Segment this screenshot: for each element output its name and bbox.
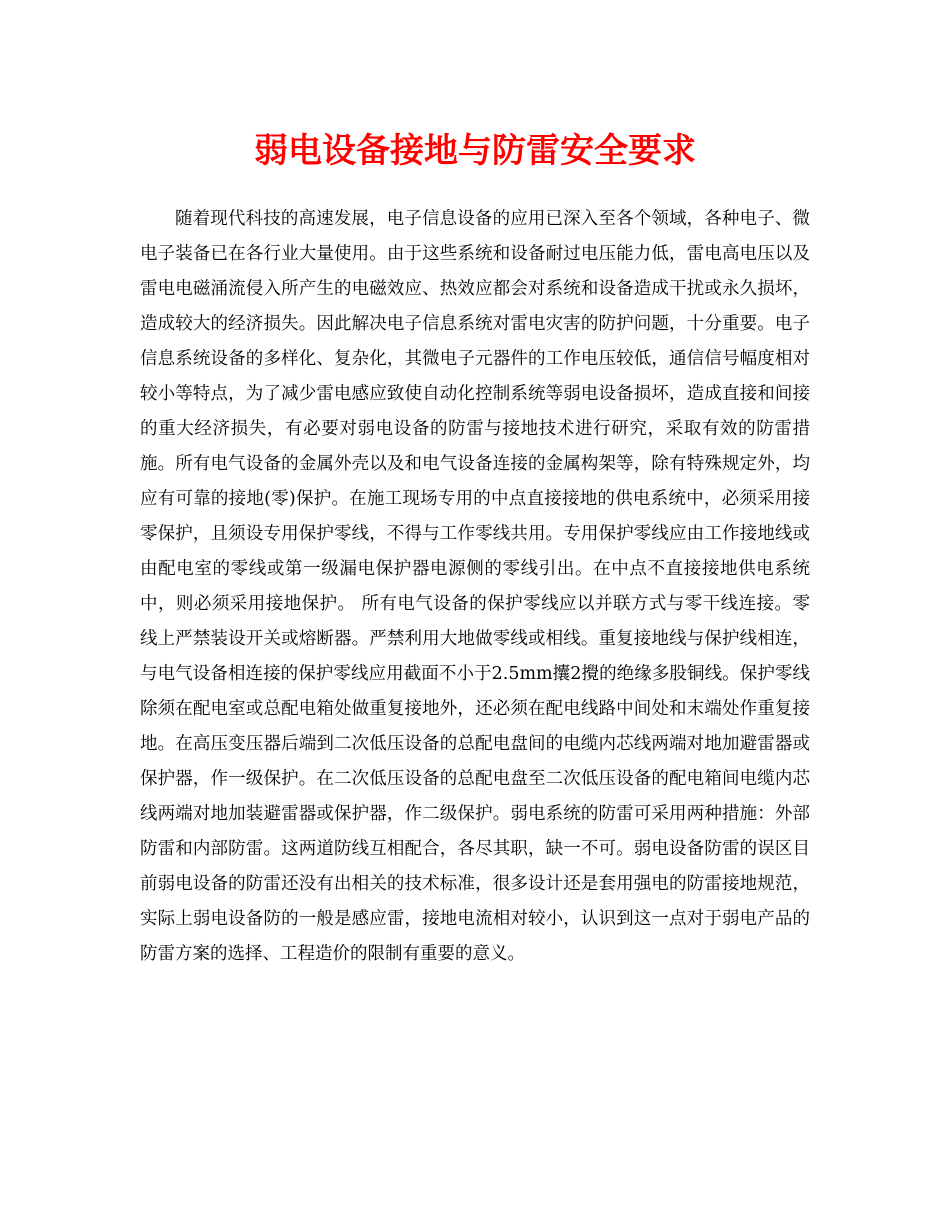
document-title: 弱电设备接地与防雷安全要求 — [254, 131, 696, 171]
document-body-paragraph: 随着现代科技的高速发展，电子信息设备的应用已深入至各个领域，各种电子、微电子装备已在各行业大量使用。由于这些系统和设备耐过电压能力低，雷电高电压以及雷电电磁涌流侵入所产生的电磁效应、热效应都会对系统和设备造成干扰或永久损坏，造成较大的经济损失。因此解决电子信息系统对雷电灾害的防护问题，十分重要。电子信息系统设备的多样化、复杂化，其微电子元器件的工作电压较低，通信信号幅度相对较小等特点，为了减少雷电感应致使自动化控制系统等弱电设备损坏，造成直接和间接的重大经济损失，有必要对弱电设备的防雷与接地技术进行研究，采取有效的防雷措施。所有电气设备的金属外壳以及和电气设备连接的金属构架等，除有特殊规定外，均应有可靠的接地(零)保护。在施工现场专用的中点直接接地的供电系统中，必须采用接零保护，且须设专用保护零线，不得与工作零线共用。专用保护零线应由工作接地线或由配电室的零线或第一级漏电保护器电源侧的零线引出。在中点不直接接地供电系统中，则必须采用接地保护。 所有电气设备的保护零线应以并联方式与零干线连接。零线上严禁装设开关或熔断器。严禁利用大地做零线或相线。重复接地线与保护线相连，与电气设备相连接的保护零线应用截面不小于2.5mm攮2攪的绝缘多股铜线。保护零线除须在配电室或总配电箱处做重复接地外，还必须在配电线路中间处和末端处作重复接地。在高压变压器后端到二次低压设备的总配电盘间的电缆内芯线两端对地加避雷器或保护器，作一级保护。在二次低压设备的总配电盘至二次低压设备的配电箱间电缆内芯线两端对地加装避雷器或保护器，作二级保护。弱电系统的防雷可采用两种措施：外部防雷和内部防雷。这两道防线互相配合，各尽其职，缺一不可。弱电设备防雷的误区目前弱电设备的防雷还没有出相关的技术标准，很多设计还是套用强电的防雷接地规范，实际上弱电设备防的一般是感应雷，接地电流相对较小，认识到这一点对于弱电产品的防雷方案的选择、工程造价的限制有重要的意义。 — [140, 209, 810, 964]
